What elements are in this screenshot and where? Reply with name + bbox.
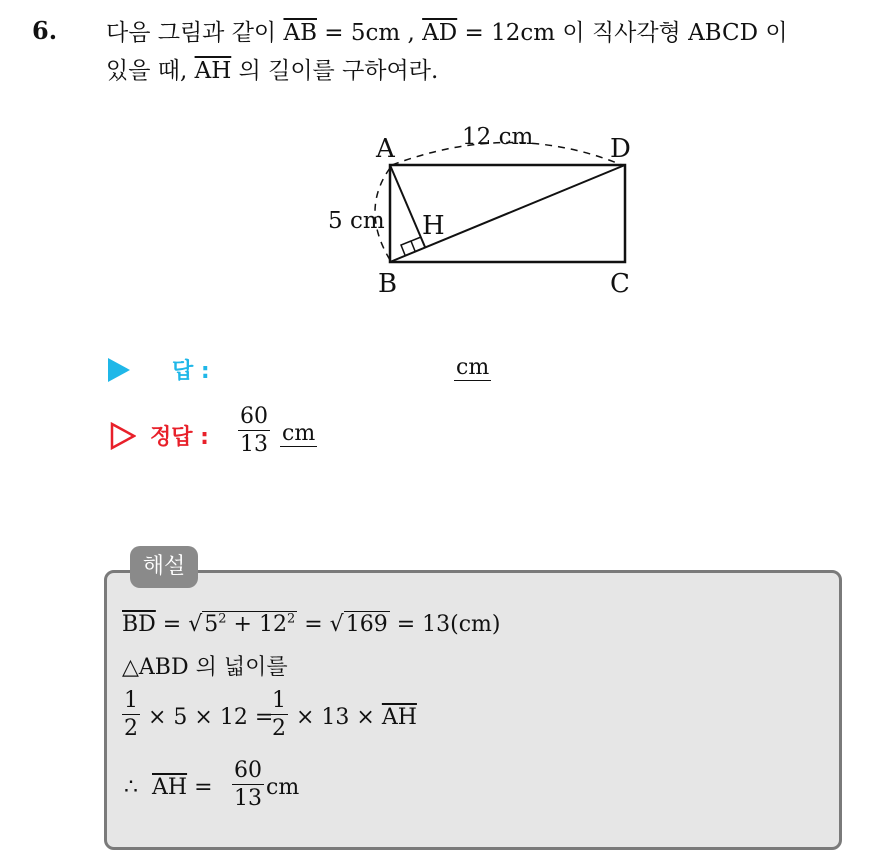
label-a: A [376,134,395,164]
correct-numerator: 60 [240,404,268,429]
play-solid-icon [108,358,130,382]
question-text [106,14,866,90]
rectangle-figure [300,110,680,310]
question-line-1: 다음 그림과 같이 $\overline{AB} = 5cm$ , $\overline{AD} = 12cm$ 이 직사각형 ABCD 이 [106,20,788,46]
question-number: 6. [32,16,58,45]
explanation-line-3-tail: × $13 \times \overline{AH}$ [296,705,417,730]
sqrt-expression-2: √169 [329,612,388,637]
play-outline-icon [110,422,136,450]
explanation-line-2: △ABD 의 넓이를 [122,655,288,680]
label-c: C [610,269,630,299]
label-top-length: 12 cm [462,124,534,150]
correct-answer-fraction [238,404,270,459]
question-line-2: 있을 때, $\overline{AH}$ 의 길이를 구하여라. [106,58,439,84]
correct-answer-row [108,400,528,470]
explanation-line-3-mid: × 5 × 12 = [148,705,274,730]
label-d: D [610,134,631,164]
correct-answer-label: 정답 : [150,425,209,450]
explanation-tab: 해설 [130,546,198,588]
explanation-result-unit: cm [266,775,300,800]
explanation-fraction-half-1: $\frac{1}{2}$ [124,688,138,741]
explanation-fraction-half-2: $\frac{1}{2}$ [272,688,286,741]
answer-label: 답 : [172,359,210,384]
answer-row [108,350,528,390]
explanation-line-1: $\overline{BD} = √5^2 + 12^2 = √169 = 13(cm)$ [122,611,501,637]
sqrt-expression-1: $√5^2 + 12^2$ [188,611,296,637]
correct-denominator: 13 [240,432,268,457]
segment-ah: $\overline{AH}$ [194,58,232,84]
segment-ad: $\overline{AD}$ [422,20,458,46]
answer-unit: cm [456,355,490,380]
explanation-fraction-result: $\frac{60}{13}$ [234,758,262,811]
label-side-length: 5 cm [328,208,385,234]
correct-answer-unit: cm [282,421,316,446]
explanation-line-4: ∴ $\overline{AH}$ = [124,775,213,800]
label-b: B [378,269,398,299]
perpendicular-ah [390,165,425,247]
label-h: H [422,211,445,241]
segment-ab: $\overline{AB}$ [283,20,317,46]
